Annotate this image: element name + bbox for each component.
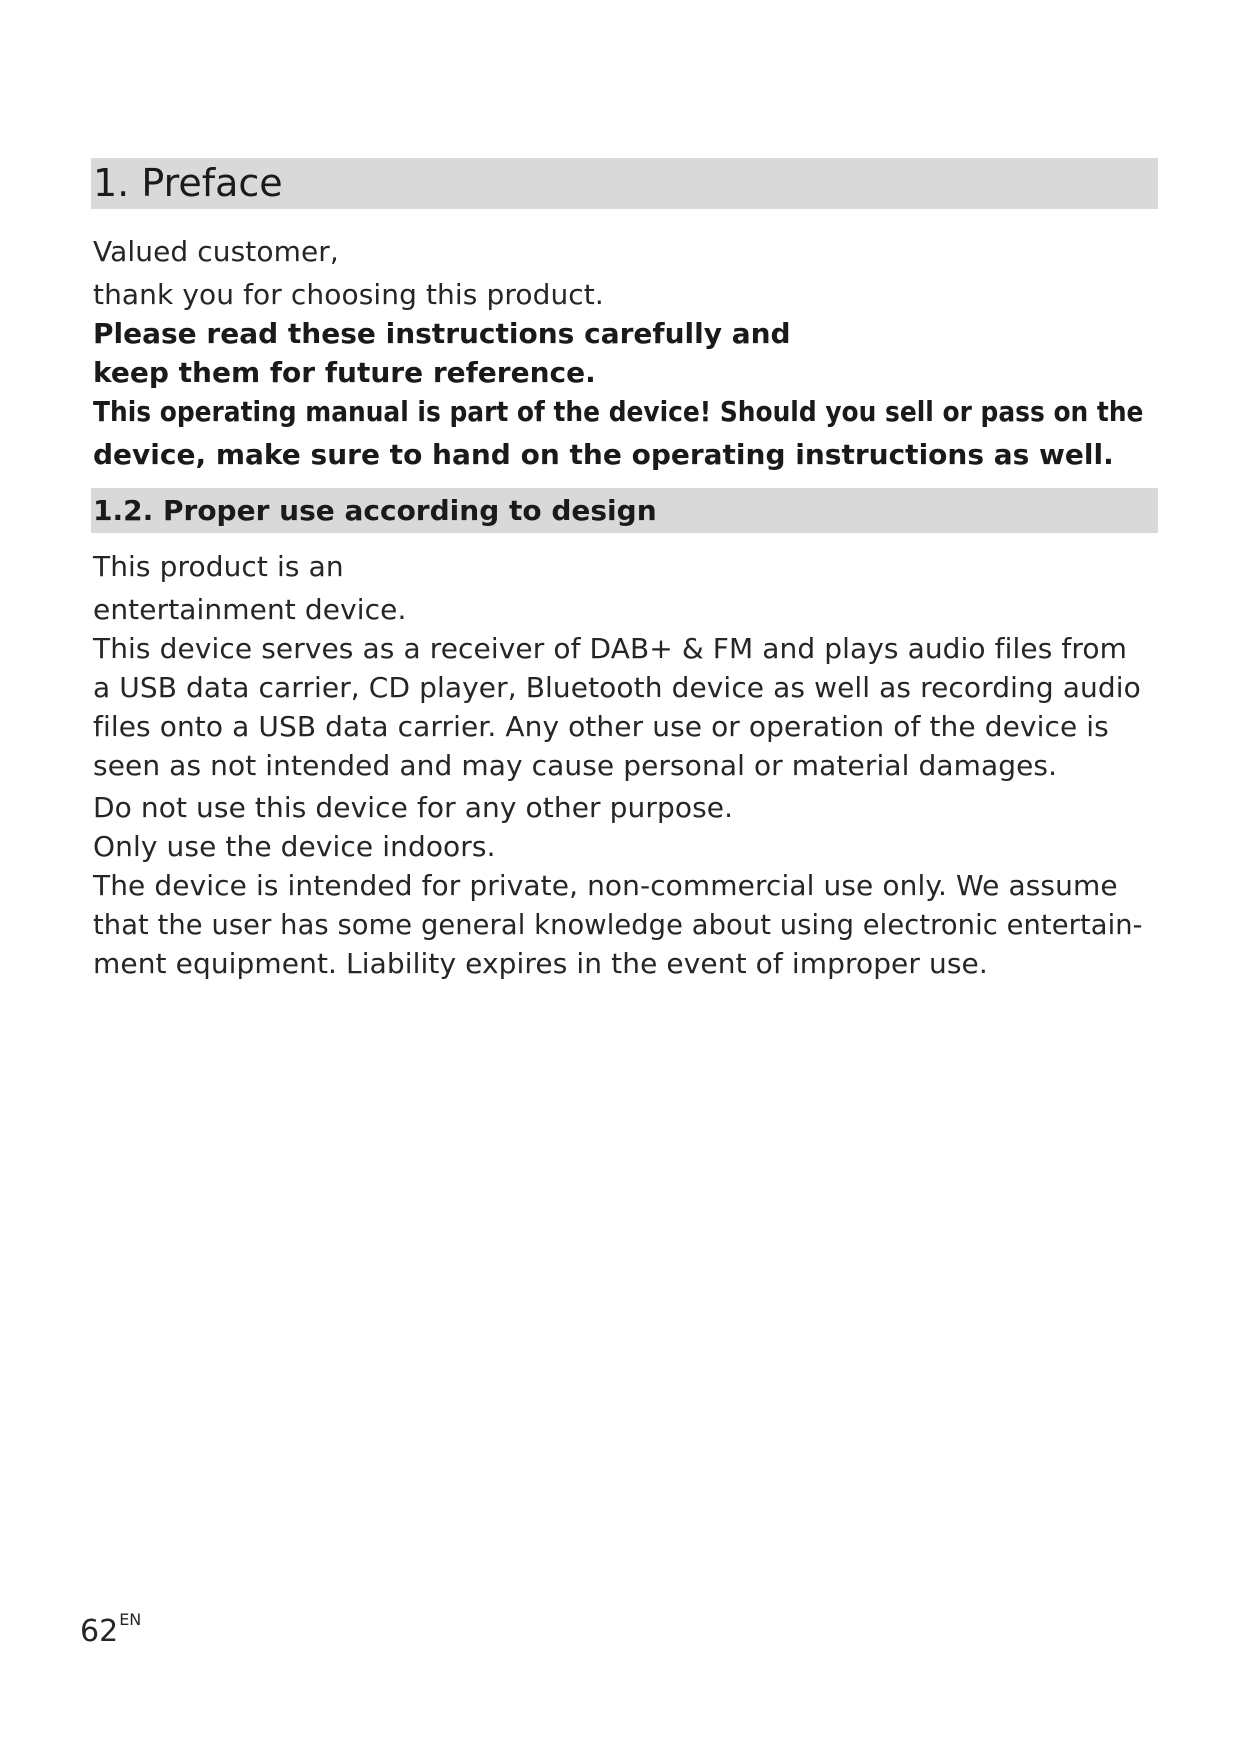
paragraph-line: thank you for choosing this product. (93, 278, 604, 311)
paragraph-line: This product is an (93, 550, 344, 583)
paragraph-line: This operating manual is part of the device! Should you sell or pass on the (93, 395, 1144, 428)
paragraph-line: files onto a USB data carrier. Any other use or operation of the device is (93, 710, 1109, 743)
paragraph-line: seen as not intended and may cause personal or material damages. (93, 749, 1058, 782)
subsection-title-proper-use: 1.2. Proper use according to design (93, 494, 657, 527)
paragraph-line: Please read these instructions carefully and (93, 317, 791, 350)
page-number-value: 62 (80, 1614, 119, 1649)
paragraph-line: keep them for future reference. (93, 356, 596, 389)
paragraph-line: entertainment device. (93, 593, 407, 626)
paragraph-line: ment equipment. Liability expires in the event of improper use. (93, 947, 988, 980)
paragraph-line: that the user has some general knowledge about using electronic entertain- (93, 908, 1143, 941)
page-language: EN (119, 1610, 142, 1629)
paragraph-line: device, make sure to hand on the operating instructions as well. (93, 438, 1114, 471)
paragraph-line: This device serves as a receiver of DAB+ & FM and plays audio files from (93, 632, 1127, 665)
section-title-preface: 1. Preface (93, 161, 283, 205)
paragraph-line: Only use the device indoors. (93, 830, 496, 863)
page-number (80, 1610, 142, 1649)
paragraph-line: a USB data carrier, CD player, Bluetooth device as well as recording audio (93, 671, 1141, 704)
paragraph-line: Valued customer, (93, 235, 339, 268)
paragraph-line: Do not use this device for any other purpose. (93, 791, 734, 824)
paragraph-line: The device is intended for private, non-commercial use only. We assume (93, 869, 1118, 902)
